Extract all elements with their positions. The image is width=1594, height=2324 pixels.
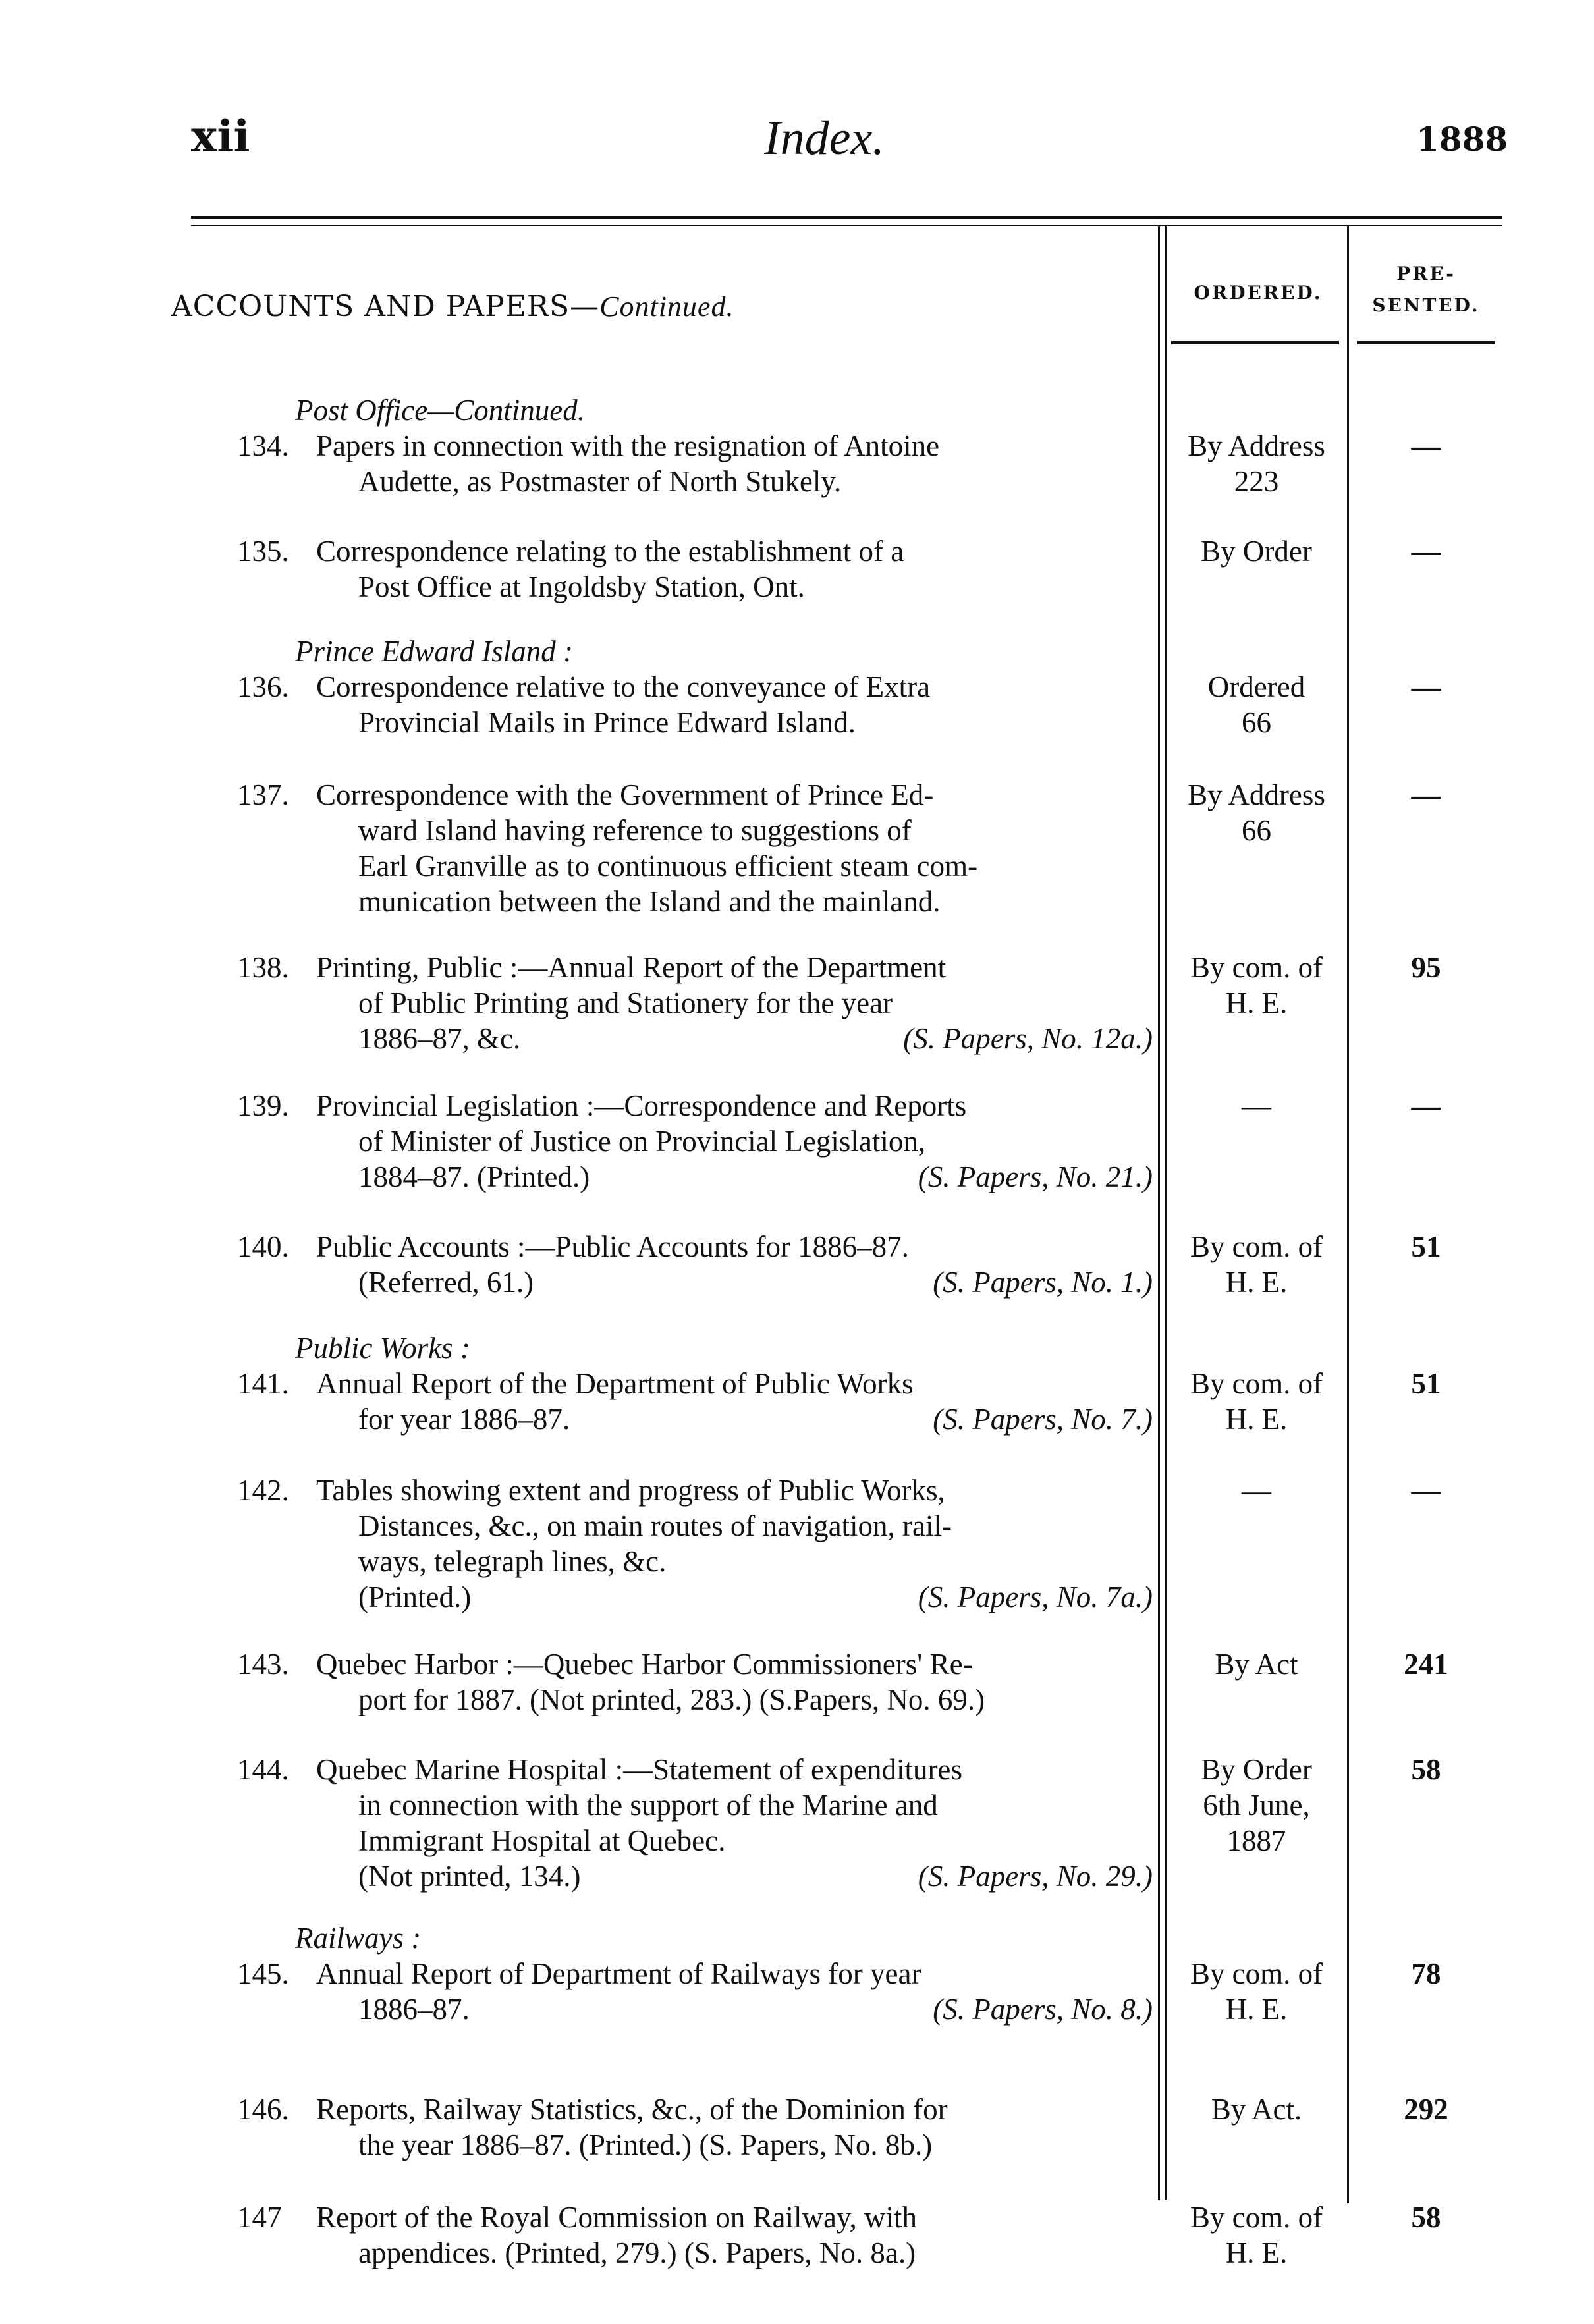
entry-text — [316, 1646, 1153, 1717]
entry-text — [316, 2200, 1153, 2271]
ordered-line: H. E. — [1225, 1266, 1288, 1299]
presented-cell: 58 — [1411, 1753, 1441, 1786]
subhead-public-works: Public Works : — [295, 1332, 470, 1365]
entry-line: in connection with the support of the Marine and — [358, 1789, 938, 1822]
entry-line: of Public Printing and Stationery for the year — [358, 986, 893, 1019]
entry-number: 146. — [237, 2093, 289, 2126]
entry-text — [316, 1229, 1153, 1300]
entry-line: of Minister of Justice on Provincial Legislation, — [358, 1125, 926, 1158]
ordered-line: 1887 — [1226, 1824, 1286, 1857]
entry-number: 144. — [237, 1753, 289, 1786]
entry-line: Immigrant Hospital at Quebec. — [358, 1824, 726, 1857]
entry-text — [316, 1088, 1153, 1195]
presented-cell: 58 — [1411, 2201, 1441, 2234]
ordered-line: 66 — [1242, 814, 1271, 847]
entry-text — [316, 1473, 1153, 1615]
ordered-cell — [1169, 1752, 1344, 1858]
presented-cell: 51 — [1411, 1367, 1441, 1400]
entry-line: appendices. (Printed, 279.) (S. Papers, No. 8a.) — [358, 2236, 916, 2269]
column-header-rule — [1357, 341, 1495, 344]
entry-text — [316, 2092, 1153, 2163]
entry-reference-line — [358, 1991, 1153, 2027]
header-rule — [191, 216, 1502, 219]
ordered-line: By Order — [1201, 535, 1312, 568]
ordered-cell — [1169, 1646, 1344, 1682]
ordered-cell — [1169, 428, 1344, 499]
entry-number: 145. — [237, 1957, 289, 1990]
ordered-line: Ordered — [1207, 670, 1305, 703]
ordered-line: By com. of — [1190, 1230, 1323, 1263]
presented-cell: 51 — [1411, 1230, 1441, 1263]
entry-text — [316, 1956, 1153, 2027]
entry-number: 140. — [237, 1230, 289, 1263]
entry-line: Printing, Public :—Annual Report of the Department — [316, 951, 947, 984]
ordered-line: H. E. — [1225, 1993, 1288, 2026]
index-entry — [237, 1088, 1153, 1195]
entry-line: Tables showing extent and progress of Public Works, — [316, 1474, 945, 1507]
entry-line: port for 1887. (Not printed, 283.) (S.Papers, No. 69.) — [358, 1683, 985, 1716]
entry-line: Earl Granville as to continuous efficient steam com- — [358, 850, 978, 882]
presented-cell: 292 — [1404, 2093, 1448, 2126]
section-title: ACCOUNTS AND PAPERS— — [171, 290, 600, 323]
entry-line: Report of the Royal Commission on Railway, with — [316, 2201, 918, 2234]
entry-reference-left: (Referred, 61.) — [358, 1266, 534, 1299]
index-entry — [237, 1646, 1153, 1717]
entry-number: 139. — [237, 1089, 289, 1122]
header-rule-thin — [191, 225, 1502, 226]
index-entry — [237, 428, 1153, 499]
entry-text — [316, 777, 1153, 919]
ordered-line: H. E. — [1225, 986, 1288, 1019]
index-entry — [237, 1366, 1153, 1437]
entry-line: Provincial Legislation :—Correspondence and Reports — [316, 1089, 967, 1122]
page-title: Index. — [764, 111, 885, 165]
presented-cell: 241 — [1404, 1648, 1448, 1681]
entry-reference-left: 1886–87, &c. — [358, 1022, 521, 1055]
column-presented-line2: SENTED. — [1372, 294, 1480, 316]
entry-reference-line — [358, 1021, 1153, 1056]
index-entry — [237, 1956, 1153, 2027]
entry-line: Audette, as Postmaster of North Stukely. — [358, 465, 842, 498]
section-heading — [171, 290, 734, 323]
sessional-paper-reference: (S. Papers, No. 21.) — [918, 1160, 1153, 1193]
column-header-rule — [1171, 341, 1339, 344]
ordered-line: 66 — [1242, 706, 1271, 739]
entry-line: the year 1886–87. (Printed.) (S. Papers, No. 8b.) — [358, 2128, 933, 2161]
subhead-pei: Prince Edward Island : — [295, 635, 574, 668]
entry-line: Correspondence with the Government of Prince Ed- — [316, 778, 934, 811]
entry-reference-left: (Printed.) — [358, 1581, 472, 1613]
sessional-paper-reference: (S. Papers, No. 7.) — [933, 1403, 1153, 1436]
ordered-cell — [1169, 1473, 1344, 1508]
entry-line: Quebec Harbor :—Quebec Harbor Commissioners' Re- — [316, 1648, 973, 1681]
entry-text — [316, 533, 1153, 605]
entry-line: Quebec Marine Hospital :—Statement of expenditures — [316, 1753, 962, 1786]
entry-text — [316, 950, 1153, 1056]
ordered-line: By com. of — [1190, 2201, 1323, 2234]
column-divider — [1347, 225, 1349, 2203]
ordered-line: 223 — [1234, 465, 1279, 498]
entry-text — [316, 1366, 1153, 1437]
entry-line: munication between the Island and the mainland. — [358, 885, 941, 918]
ordered-cell — [1169, 1366, 1344, 1437]
entry-reference-left: 1886–87. — [358, 1993, 470, 2026]
ordered-line: 6th June, — [1203, 1789, 1310, 1822]
entry-text — [316, 428, 1153, 499]
ordered-cell — [1169, 950, 1344, 1021]
ordered-cell — [1169, 1229, 1344, 1300]
entry-line: Post Office at Ingoldsby Station, Ont. — [358, 570, 805, 603]
index-entry — [237, 2200, 1153, 2271]
entry-reference-left: (Not printed, 134.) — [358, 1860, 581, 1893]
presented-cell: 78 — [1411, 1957, 1441, 1990]
ordered-cell — [1169, 2200, 1344, 2271]
entry-reference-line — [358, 1159, 1153, 1195]
sessional-paper-reference: (S. Papers, No. 29.) — [918, 1860, 1153, 1893]
entry-number: 136. — [237, 670, 289, 703]
presented-cell: — — [1411, 670, 1441, 703]
sessional-paper-reference: (S. Papers, No. 7a.) — [918, 1581, 1153, 1613]
presented-cell: — — [1411, 1474, 1441, 1507]
ordered-line: By com. of — [1190, 1367, 1323, 1400]
entry-line: Public Accounts :—Public Accounts for 1886–87. — [316, 1230, 909, 1263]
ordered-line: H. E. — [1225, 2236, 1288, 2269]
entry-reference-left: 1884–87. (Printed.) — [358, 1160, 590, 1193]
entry-line: Reports, Railway Statistics, &c., of the Dominion for — [316, 2093, 948, 2126]
entry-line: Papers in connection with the resignation of Antoine — [316, 429, 940, 462]
index-entry — [237, 1229, 1153, 1300]
ordered-line: — — [1242, 1474, 1271, 1507]
presented-cell: 95 — [1411, 951, 1441, 984]
entry-line: ward Island having reference to suggestions of — [358, 814, 912, 847]
entry-number: 134. — [237, 429, 289, 462]
entry-reference-line — [358, 1579, 1153, 1615]
sessional-paper-reference: (S. Papers, No. 8.) — [933, 1993, 1153, 2026]
entry-text — [316, 1752, 1153, 1894]
ordered-cell — [1169, 777, 1344, 848]
presented-cell: — — [1411, 535, 1441, 568]
sessional-paper-reference: (S. Papers, No. 1.) — [933, 1266, 1153, 1299]
page-numeral: xii — [191, 111, 250, 162]
entry-line: Annual Report of the Department of Public Works — [316, 1367, 914, 1400]
column-divider — [1165, 225, 1167, 2200]
ordered-cell — [1169, 1088, 1344, 1123]
ordered-cell — [1169, 1956, 1344, 2027]
index-entry — [237, 669, 1153, 740]
entry-line: Correspondence relating to the establishment of a — [316, 535, 904, 568]
entry-number: 137. — [237, 778, 289, 811]
index-entry — [237, 950, 1153, 1056]
entry-number: 135. — [237, 535, 289, 568]
ordered-line: By com. of — [1190, 951, 1323, 984]
entry-number: 147 — [237, 2201, 282, 2234]
ordered-line: By Address — [1188, 778, 1325, 811]
column-ordered-header: ORDERED. — [1194, 282, 1323, 304]
entry-number: 141. — [237, 1367, 289, 1400]
ordered-line: By Act — [1215, 1648, 1298, 1681]
column-divider — [1158, 225, 1160, 2200]
ordered-cell — [1169, 533, 1344, 569]
column-presented-line1: PRE- — [1396, 263, 1456, 284]
entry-number: 142. — [237, 1474, 289, 1507]
subhead-post-office: Post Office—Continued. — [295, 394, 585, 427]
entry-number: 138. — [237, 951, 289, 984]
subhead-railways: Railways : — [295, 1922, 422, 1955]
entry-text — [316, 669, 1153, 740]
entry-reference-line — [358, 1264, 1153, 1300]
ordered-line: By com. of — [1190, 1957, 1323, 1990]
entry-line: Distances, &c., on main routes of navigation, rail- — [358, 1509, 952, 1542]
page-year: 1888 — [1416, 120, 1508, 159]
index-entry — [237, 2092, 1153, 2163]
ordered-line: By Order — [1201, 1753, 1312, 1786]
index-entry — [237, 533, 1153, 605]
index-entry — [237, 1473, 1153, 1615]
entry-number: 143. — [237, 1648, 289, 1681]
entry-reference-line — [358, 1858, 1153, 1894]
presented-cell: — — [1411, 1089, 1441, 1122]
ordered-cell — [1169, 2092, 1344, 2127]
presented-cell: — — [1411, 778, 1441, 811]
ordered-cell — [1169, 669, 1344, 740]
entry-line: Annual Report of Department of Railways for year — [316, 1957, 921, 1990]
ordered-line: By Act. — [1211, 2093, 1302, 2126]
index-entry — [237, 777, 1153, 919]
entry-line: Provincial Mails in Prince Edward Island. — [358, 706, 856, 739]
sessional-paper-reference: (S. Papers, No. 12a.) — [903, 1022, 1153, 1055]
entry-reference-left: for year 1886–87. — [358, 1403, 570, 1436]
presented-cell: — — [1411, 429, 1441, 462]
entry-reference-line — [358, 1401, 1153, 1437]
index-entry — [237, 1752, 1153, 1894]
section-continued: Continued. — [599, 290, 734, 323]
entry-line: Correspondence relative to the conveyance of Extra — [316, 670, 931, 703]
ordered-line: By Address — [1188, 429, 1325, 462]
ordered-line: — — [1242, 1089, 1271, 1122]
ordered-line: H. E. — [1225, 1403, 1288, 1436]
column-presented-header — [1357, 258, 1495, 321]
entry-line: ways, telegraph lines, &c. — [358, 1545, 667, 1578]
